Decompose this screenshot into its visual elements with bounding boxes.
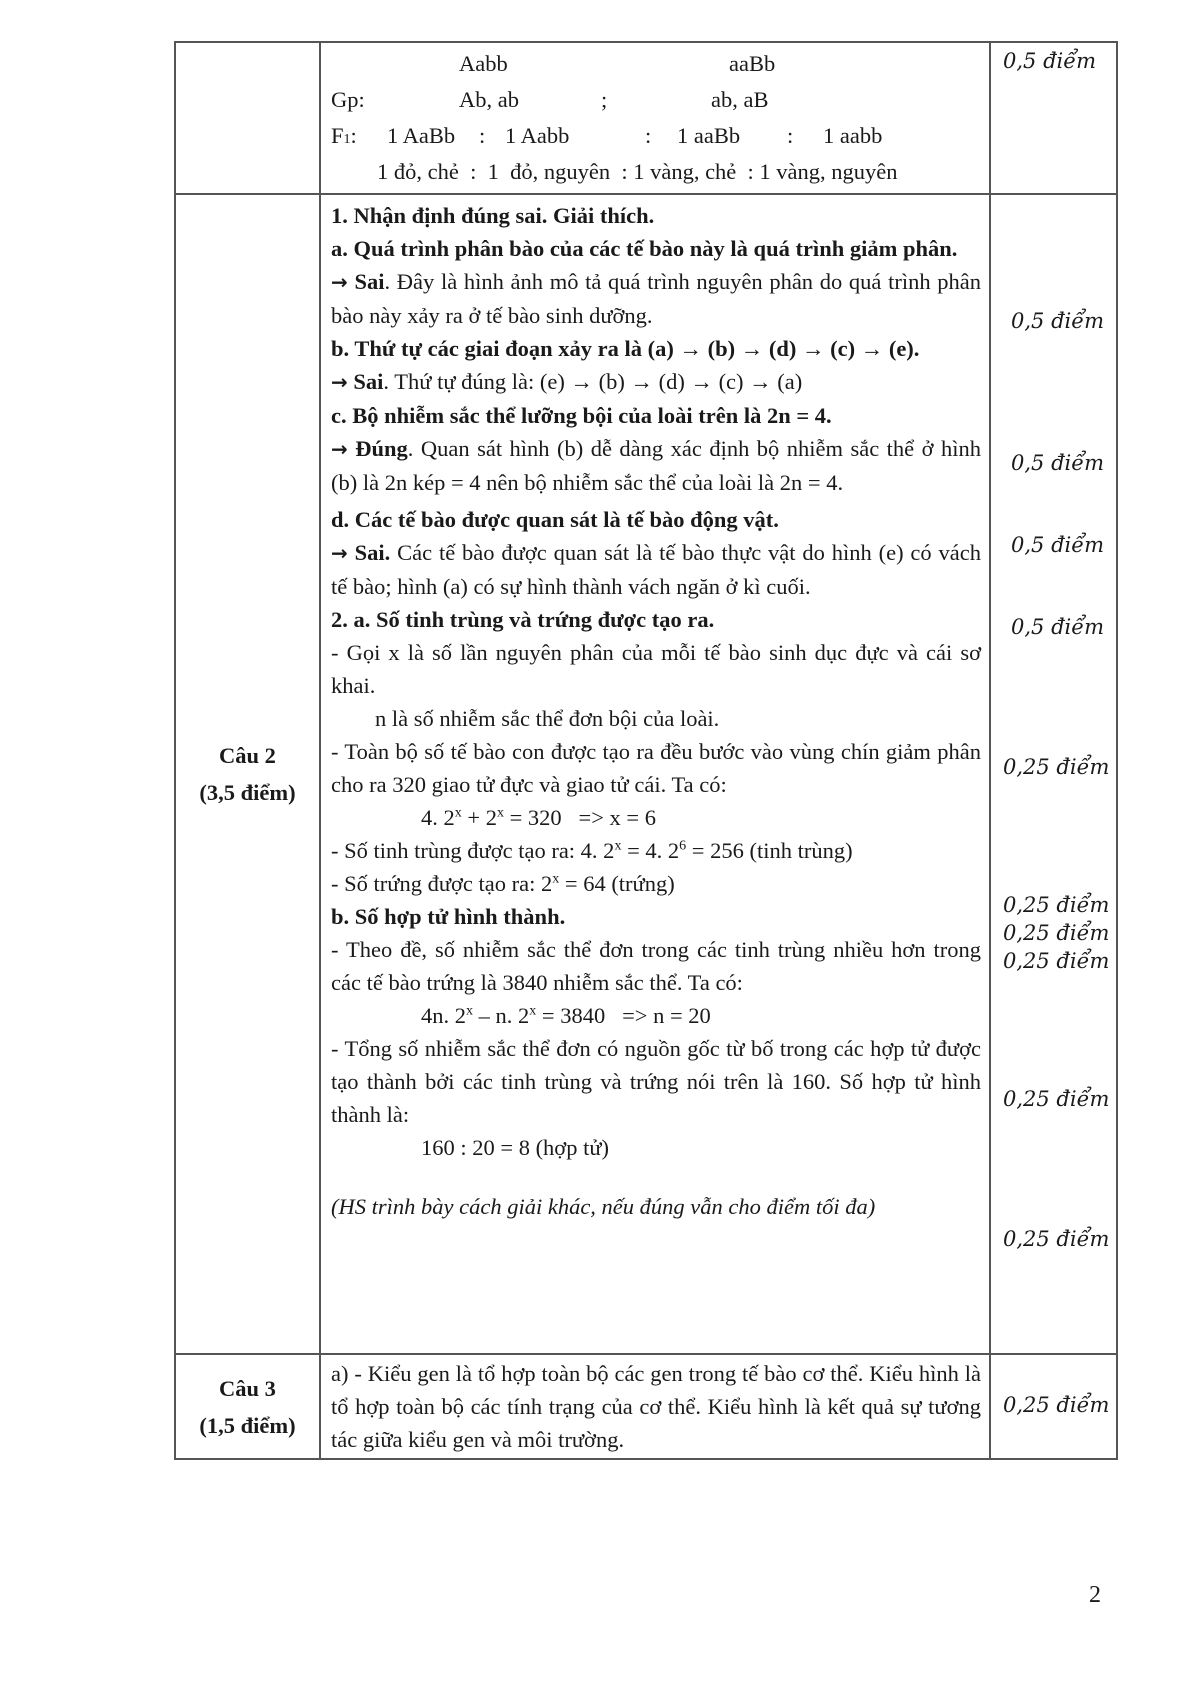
answer-table (174, 41, 1118, 1460)
question-2-label-cell (175, 194, 320, 1354)
points-label: 0,25 điểm (1003, 921, 1110, 945)
f1-label: F (331, 123, 344, 148)
page-number: 2 (1089, 1582, 1101, 1608)
f1-genotype-3: 1 aaBb (677, 123, 741, 148)
equation-2-exponent: x (529, 1003, 537, 1019)
empty-question-cell (175, 42, 320, 194)
points-label: 0,25 điểm (1003, 1227, 1110, 1251)
equation-2-part: – n. 2 (473, 1003, 530, 1028)
equation-1-part: + 2 (461, 805, 497, 830)
sperm-count-exponent: x (614, 838, 622, 854)
statement-c: c. Bộ nhiễm sắc thể lưỡng bội của loài trên là 2n = 4. (331, 403, 832, 428)
egg-count-part: = 64 (trứng) (559, 871, 675, 896)
arrow-right-icon: → (331, 370, 348, 394)
verdict-d: Sai. (354, 540, 391, 565)
equation-2-exponent: x (466, 1003, 473, 1019)
part-2-definition-n: n là số nhiễm sắc thể đơn bội của loài. (375, 706, 720, 731)
cross-row (175, 42, 1117, 194)
explanation-b: . Thứ tự đúng là: (e) → (b) → (d) → (c) → (a) (383, 369, 803, 394)
points-label: 0,5 điểm (1011, 451, 1105, 475)
sperm-count-part: = 4. 2 (621, 838, 680, 863)
sperm-count-part: - Số tinh trùng được tạo ra: 4. 2 (331, 838, 615, 863)
arrow-right-icon: → (331, 437, 348, 461)
points-label: 0,5 điểm (1011, 615, 1105, 639)
f1-colon: : (350, 123, 357, 148)
equation-2-part: = 3840 => n = 20 (536, 1003, 711, 1028)
question-2-points-cell (990, 194, 1117, 1354)
answer-b (331, 365, 981, 399)
gp-right: ab, aB (711, 87, 769, 112)
part-1-heading: 1. Nhận định đúng sai. Giải thích. (331, 203, 655, 228)
equation-1-part: 4. 2 (421, 805, 455, 830)
equation-3: 160 : 20 = 8 (hợp tử) (421, 1135, 610, 1160)
question-3-label-cell (175, 1354, 320, 1459)
question-3-points-cell (990, 1354, 1117, 1459)
gp-left: Ab, ab (459, 87, 519, 112)
question-2-label: Câu 2 (219, 743, 276, 768)
gametes-line (331, 83, 981, 119)
grading-note: (HS trình bày cách giải khác, nếu đúng vẫn cho điểm tối đa) (331, 1194, 876, 1219)
cross-cell (320, 42, 990, 194)
arrow-right-icon: → (331, 541, 348, 565)
equation-1-exponent: x (454, 805, 462, 821)
equation-1-part: = 320 => x = 6 (503, 805, 656, 830)
explanation-c: . Quan sát hình (b) dễ dàng xác định bộ nhiễm sắc thể ở hình (b) là 2n kép = 4 nên bộ nhiễm sắc thể của loài là 2n = 4. (331, 436, 982, 495)
egg-count-exponent: x (552, 871, 560, 887)
part-2b-heading: b. Số hợp tử hình thành. (331, 904, 566, 929)
part-2b-statement: - Theo đề, số nhiễm sắc thể đơn trong các tinh trùng nhiều hơn trong các tế bào trứng là 3840 nhiễm sắc thể. Ta có: (331, 937, 981, 995)
part-2-gamete-statement: - Toàn bộ số tế bào con được tạo ra đều bước vào vùng chín giảm phân cho ra 320 giao tử đực và giao tử cái. Ta có: (331, 739, 981, 797)
sperm-count-part: = 256 (tinh trùng) (686, 838, 853, 863)
question-2-score: (3,5 điểm) (199, 780, 296, 805)
egg-count (331, 867, 981, 900)
points-label: 0,25 điểm (1003, 949, 1110, 973)
f1-sep-2: : (645, 123, 652, 148)
points-label: 0,25 điểm (1003, 1393, 1110, 1417)
equation-2-part: 4n. 2 (421, 1003, 466, 1028)
part-2b-zygote-statement: - Tổng số nhiễm sắc thể đơn có nguồn gốc từ bố trong các hợp tử được tạo thành bởi các tinh trùng và trứng nói trên là 160. Số hợp tử hình thành là: (331, 1036, 981, 1127)
points-label: 0,5 điểm (1003, 49, 1097, 73)
f1-genotype-2: 1 Aabb (505, 123, 570, 148)
f1-genotype-4: 1 aabb (823, 123, 883, 148)
verdict-c: Đúng (355, 436, 408, 461)
f1-sep-3: : (787, 123, 794, 148)
verdict-a: Sai (354, 269, 385, 294)
sperm-count (331, 834, 981, 867)
part-2-definition-x: - Gọi x là số lần nguyên phân của mỗi tế bào sinh dục đực và cái sơ khai. (331, 640, 981, 698)
points-label: 0,5 điểm (1011, 309, 1105, 333)
statement-d: d. Các tế bào được quan sát là tế bào động vật. (331, 507, 779, 532)
question-3-text: a) - Kiểu gen là tổ hợp toàn bộ các gen trong tế bào cơ thể. Kiểu hình là tổ hợp toàn bộ các tính trạng của cơ thể. Kiểu hình là kết quả sự tương tác giữa kiểu gen và môi trường. (331, 1361, 981, 1452)
phenotype-line (331, 155, 981, 191)
answer-d (331, 536, 981, 603)
arrow-right-icon: → (331, 270, 348, 294)
question-3-row (175, 1354, 1117, 1459)
answer-a (331, 265, 981, 332)
points-label: 0,25 điểm (1003, 893, 1110, 917)
parent-left: Aabb (459, 51, 508, 76)
points-label: 0,5 điểm (1011, 533, 1105, 557)
parents-line (331, 47, 981, 83)
f1-sep-1: : (479, 123, 486, 148)
gp-label: Gp: (331, 87, 365, 112)
points-label: 0,25 điểm (1003, 1087, 1110, 1111)
phenotype-ratio: 1 đỏ, chẻ : 1 đỏ, nguyên : 1 vàng, chẻ : 1 vàng, nguyên (377, 159, 898, 184)
part-2a-heading: 2. a. Số tinh trùng và trứng được tạo ra. (331, 607, 715, 632)
f1-line (331, 119, 981, 155)
explanation-a: . Đây là hình ảnh mô tả quá trình nguyên phân do quá trình phân bào này xảy ra ở tế bào sinh dưỡng. (331, 269, 982, 328)
sperm-count-exponent: 6 (679, 838, 687, 854)
cross-points-cell (990, 42, 1117, 194)
answer-c (331, 432, 981, 499)
equation-2 (331, 999, 981, 1032)
equation-1 (331, 801, 981, 834)
verdict-b: Sai (353, 369, 384, 394)
question-2-row (175, 194, 1117, 1354)
statement-a: a. Quá trình phân bào của các tế bào này là quá trình giảm phân. (331, 236, 958, 261)
question-3-score: (1,5 điểm) (199, 1412, 296, 1438)
question-2-answer (320, 194, 990, 1354)
equation-1-exponent: x (496, 805, 504, 821)
points-label: 0,25 điểm (1003, 755, 1110, 779)
statement-b: b. Thứ tự các giai đoạn xảy ra là (a) → (b) → (d) → (c) → (e). (331, 336, 920, 361)
f1-sub: 1 (343, 132, 351, 147)
question-3-label: Câu 3 (219, 1375, 276, 1401)
parent-right: aaBb (729, 51, 776, 76)
question-3-answer (320, 1354, 990, 1459)
explanation-d: Các tế bào được quan sát là tế bào thực vật do hình (e) có vách tế bào; hình (a) có sự hình thành vách ngăn ở kì cuối. (331, 540, 981, 599)
f1-genotype-1: 1 AaBb (387, 123, 456, 148)
gp-sep: ; (601, 87, 608, 112)
egg-count-part: - Số trứng được tạo ra: 2 (331, 871, 553, 896)
